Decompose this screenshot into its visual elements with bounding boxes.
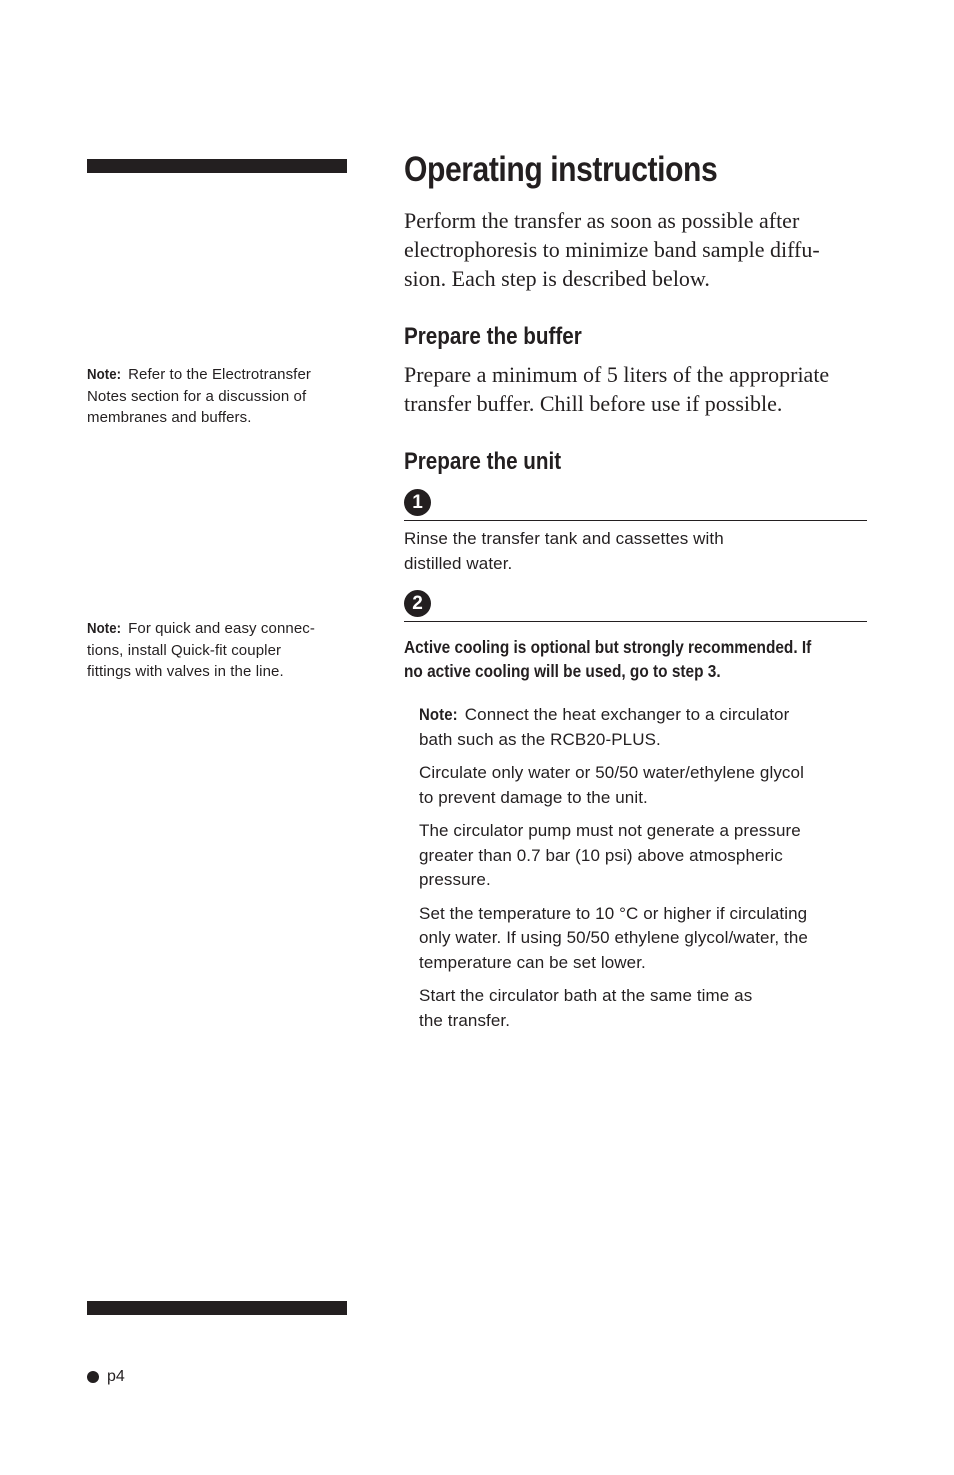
intro-line: Perform the transfer as soon as possible after (404, 208, 800, 233)
note-line: bath such as the RCB20-PLUS. (419, 729, 661, 749)
detail-paragraph: The circulator pump must not generate a pressure greater than 0.7 bar (10 psi) above atmospheric pressure. (419, 821, 801, 889)
intro-line: sion. Each step is described below. (404, 266, 710, 291)
page-number: p4 (107, 1368, 125, 1385)
step-line: distilled water. (404, 553, 513, 573)
side-note-connections (87, 618, 349, 683)
note-label: Note: (87, 620, 122, 637)
section-heading-unit: Prepare the unit (404, 448, 562, 475)
step-number-badge: 2 (404, 590, 431, 617)
step-line: Rinse the transfer tank and cassettes with (404, 529, 724, 548)
note-label: Note: (419, 705, 458, 724)
buffer-paragraph (404, 360, 870, 418)
detail-paragraph: Start the circulator bath at the same time as the transfer. (419, 986, 753, 1030)
note-line: fittings with valves in the line. (87, 663, 284, 680)
section-heading-buffer: Prepare the buffer (404, 323, 582, 350)
step-number-badge: 1 (404, 489, 431, 516)
step-1-text (404, 527, 870, 576)
note-line: membranes and buffers. (87, 409, 252, 426)
step-2-emphasis (404, 635, 870, 683)
inline-note (419, 703, 869, 752)
intro-line: electrophoresis to minimize band sample diffu- (404, 237, 820, 262)
note-line: tions, install Quick-fit coupler (87, 641, 282, 659)
note-line: For quick and easy connec- (128, 620, 315, 637)
note-line: Refer to the Electrotransfer (128, 366, 311, 383)
note-label: Note: (87, 366, 122, 383)
bottom-rule-bar (87, 1301, 347, 1315)
emphasis-line: no active cooling will be used, go to step 3. (404, 661, 721, 681)
buffer-line: transfer buffer. Chill before use if possible. (404, 391, 783, 416)
step-divider (404, 520, 867, 521)
intro-paragraph (404, 206, 870, 293)
step-divider (404, 621, 867, 622)
note-line: Connect the heat exchanger to a circulator (464, 705, 790, 724)
note-line: Notes section for a discussion of (87, 387, 307, 405)
step-2-details (419, 703, 869, 1042)
buffer-line: Prepare a minimum of 5 liters of the appropriate (404, 362, 830, 387)
bullet-icon (87, 1371, 99, 1383)
detail-paragraph: Set the temperature to 10 °C or higher if circulating only water. If using 50/50 ethylene glycol/water, the temperature can be set lower. (419, 903, 808, 972)
detail-paragraph: Circulate only water or 50/50 water/ethylene glycol to prevent damage to the unit. (419, 763, 804, 807)
page-title: Operating instructions (404, 150, 718, 189)
page-footer (87, 1368, 125, 1386)
emphasis-line: Active cooling is optional but strongly recommended. If (404, 637, 812, 657)
side-note-buffers (87, 364, 349, 429)
top-rule-bar (87, 159, 347, 173)
